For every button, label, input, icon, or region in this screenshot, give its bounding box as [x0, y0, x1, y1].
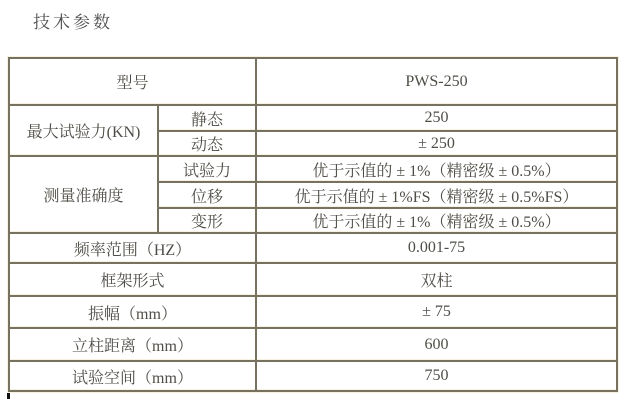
- model-value-cell: PWS-250: [256, 58, 617, 105]
- static-label-cell: 静态: [158, 105, 256, 131]
- frame-type-value-cell: 双柱: [256, 263, 617, 296]
- page-title: 技术参数: [33, 13, 113, 32]
- model-label-cell: 型号: [9, 58, 256, 105]
- table-row-frequency-range: [9, 233, 617, 263]
- table-row-accuracy-force: [9, 156, 617, 182]
- test-space-label-cell: 试验空间（mm）: [9, 361, 256, 391]
- displacement-value-cell: 优于示值的 ± 1%FS（精密级 ± 0.5%FS）: [256, 182, 617, 208]
- spec-table: [8, 57, 618, 392]
- amplitude-value-cell: ± 75: [256, 296, 617, 328]
- table-row-max-force-static: [9, 105, 617, 131]
- max-force-label-cell: 最大试验力(KN): [9, 105, 158, 156]
- table-row-amplitude: [9, 296, 617, 328]
- text-cursor-mark-icon: [7, 393, 10, 399]
- table-row-column-distance: [9, 328, 617, 361]
- dynamic-value-cell: ± 250: [256, 131, 617, 156]
- static-value-cell: 250: [256, 105, 617, 131]
- dynamic-label-cell: 动态: [158, 131, 256, 156]
- test-space-value-cell: 750: [256, 361, 617, 391]
- frequency-range-value-cell: 0.001-75: [256, 233, 617, 263]
- table-row-test-space: [9, 361, 617, 391]
- table-row-frame-type: [9, 263, 617, 296]
- deformation-value-cell: 优于示值的 ± 1%（精密级 ± 0.5%）: [256, 208, 617, 233]
- deformation-label-cell: 变形: [158, 208, 256, 233]
- frame-type-label-cell: 框架形式: [9, 263, 256, 296]
- table-row-model: [9, 58, 617, 105]
- displacement-label-cell: 位移: [158, 182, 256, 208]
- amplitude-label-cell: 振幅（mm）: [9, 296, 256, 328]
- column-distance-label-cell: 立柱距离（mm）: [9, 328, 256, 361]
- frequency-range-label-cell: 频率范围（HZ）: [9, 233, 256, 263]
- test-force-label-cell: 试验力: [158, 156, 256, 182]
- test-force-value-cell: 优于示值的 ± 1%（精密级 ± 0.5%）: [256, 156, 617, 182]
- column-distance-value-cell: 600: [256, 328, 617, 361]
- accuracy-label-cell: 测量准确度: [9, 156, 158, 233]
